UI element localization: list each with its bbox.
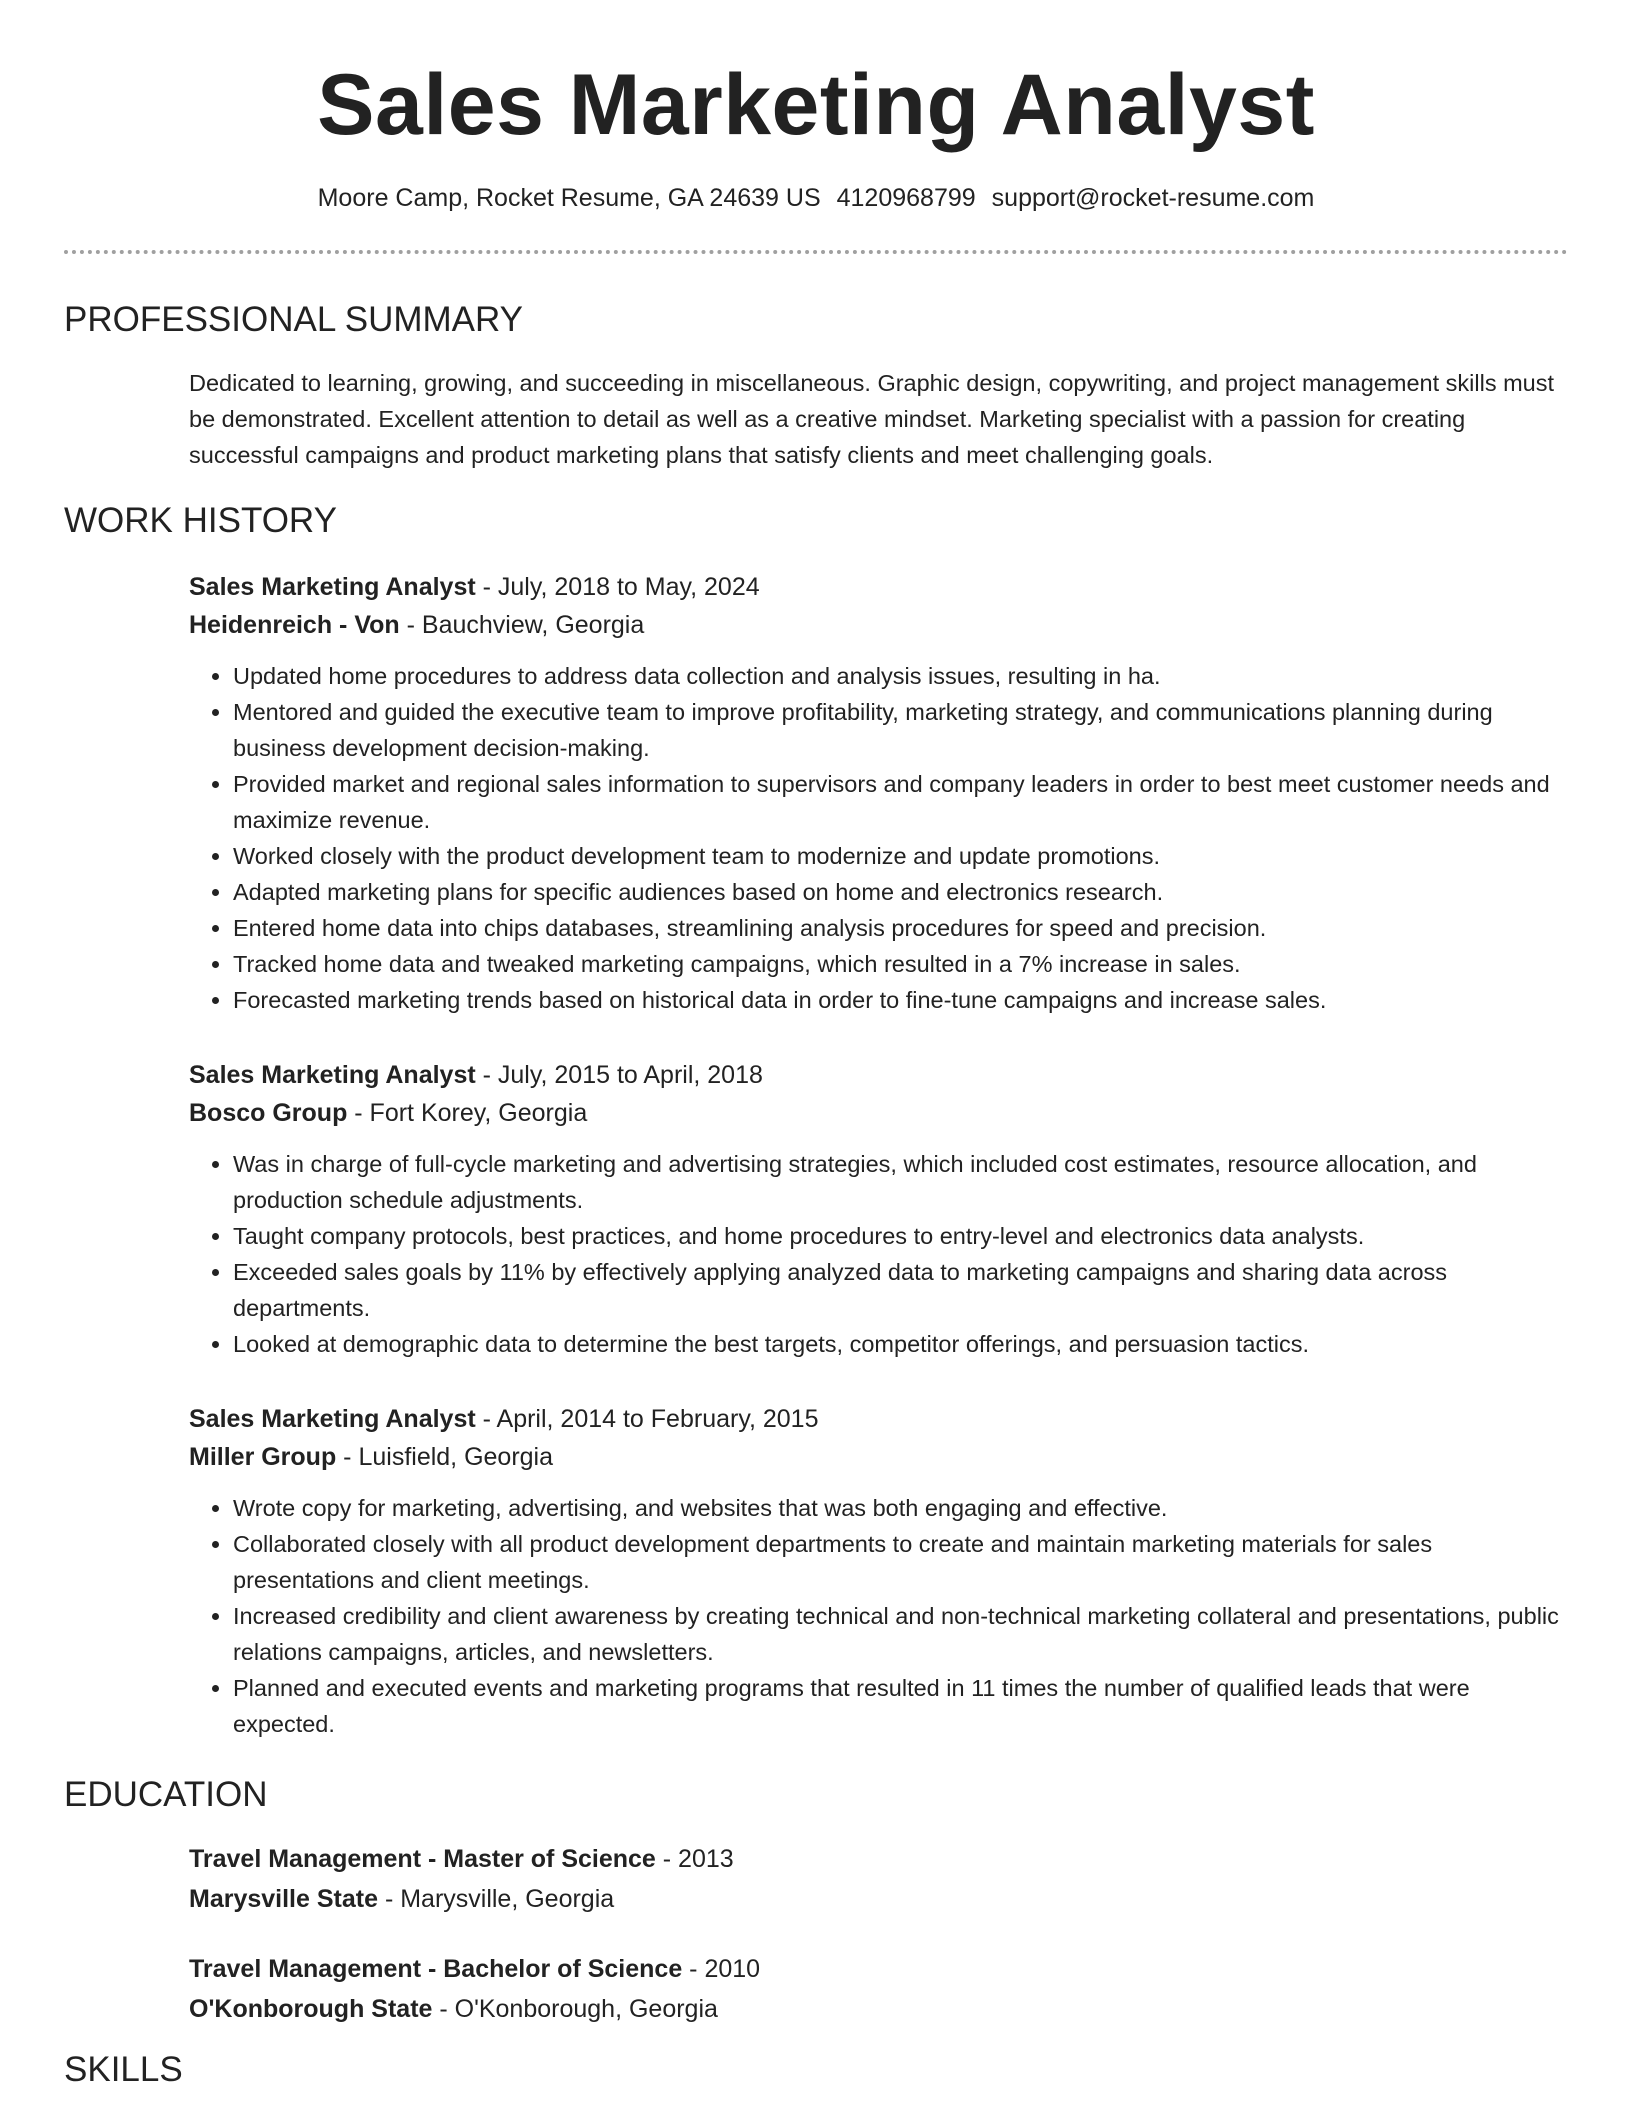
list-item: • Updated home procedures to address data collection and analysis issues, resulting in ha.	[233, 658, 1569, 694]
list-item: • Taught company protocols, best practices, and home procedures to entry-level and electronics data analysts.	[233, 1218, 1569, 1254]
summary-text: Dedicated to learning, growing, and succeeding in miscellaneous. Graphic design, copywriting, and project management skills must be demonstrated. Excellent attention to detail as well as a creative mindset. Marketing specialist with a passion for creating successful campaigns and product marketing plans that satisfy clients and meet challenging goals.	[189, 370, 1555, 468]
school-name: O'Konborough State	[189, 1995, 433, 2023]
degree-line	[189, 1950, 760, 1988]
job-location: - Fort Korey, Georgia	[347, 1099, 588, 1127]
job-dates: - July, 2018 to May, 2024	[475, 573, 760, 601]
list-item: • Mentored and guided the executive team to improve profitability, marketing strategy, and communications planning during business development decision-making.	[233, 694, 1569, 766]
job-entry	[189, 568, 1569, 1018]
section-heading-skills: SKILLS	[64, 2050, 183, 2089]
job-bullet-list	[189, 658, 1569, 1018]
job-company: Miller Group	[189, 1443, 337, 1471]
email-text: support@rocket-resume.com	[991, 184, 1315, 212]
school-location: - Marysville, Georgia	[378, 1885, 615, 1913]
list-item: • Planned and executed events and marketing programs that resulted in 11 times the number of qualified leads that were expected.	[233, 1670, 1569, 1742]
job-entry	[189, 1400, 1569, 1742]
list-item: • Provided market and regional sales information to supervisors and company leaders in order to best meet customer needs and maximize revenue.	[233, 766, 1569, 838]
job-title: Sales Marketing Analyst	[189, 1061, 476, 1089]
job-title: Sales Marketing Analyst	[189, 1405, 476, 1433]
address-text: Moore Camp, Rocket Resume, GA 24639 US	[317, 184, 821, 212]
list-item: • Adapted marketing plans for specific audiences based on home and electronics research.	[233, 874, 1569, 910]
job-dates: - July, 2015 to April, 2018	[475, 1061, 763, 1089]
job-company: Bosco Group	[189, 1099, 348, 1127]
list-item: • Collaborated closely with all product development departments to create and maintain marketing materials for sales presentations and client meetings.	[233, 1526, 1569, 1598]
header-divider	[64, 250, 1568, 254]
degree-year: - 2010	[682, 1955, 761, 1983]
degree-name: Travel Management - Bachelor of Science	[189, 1955, 683, 1983]
school-location: - O'Konborough, Georgia	[432, 1995, 718, 2023]
job-bullet-list	[189, 1146, 1569, 1362]
candidate-name: Sales Marketing Analyst	[317, 57, 1315, 153]
list-item: • Looked at demographic data to determine the best targets, competitor offerings, and persuasion tactics.	[233, 1326, 1569, 1362]
job-title-line	[189, 1400, 1569, 1438]
job-company-line	[189, 1094, 1569, 1132]
list-item: • Forecasted marketing trends based on historical data in order to fine-tune campaigns and increase sales.	[233, 982, 1569, 1018]
job-entry	[189, 1056, 1569, 1362]
list-item: • Increased credibility and client awareness by creating technical and non-technical marketing collateral and presentations, public relations campaigns, articles, and newsletters.	[233, 1598, 1569, 1670]
degree-name: Travel Management - Master of Science	[189, 1845, 656, 1873]
list-item: • Wrote copy for marketing, advertising, and websites that was both engaging and effective.	[233, 1490, 1569, 1526]
school-line	[189, 1880, 734, 1918]
list-item: • Worked closely with the product development team to modernize and update promotions.	[233, 838, 1569, 874]
section-heading-education: EDUCATION	[64, 1775, 268, 1814]
list-item: • Exceeded sales goals by 11% by effectively applying analyzed data to marketing campaigns and sharing data across departments.	[233, 1254, 1569, 1326]
section-heading-summary: PROFESSIONAL SUMMARY	[64, 300, 523, 339]
job-bullet-list	[189, 1490, 1569, 1742]
section-heading-work-history: WORK HISTORY	[64, 501, 337, 540]
job-location: - Bauchview, Georgia	[399, 611, 645, 639]
phone-text: 4120968799	[836, 184, 976, 212]
education-entry	[189, 1840, 734, 1918]
job-company-line	[189, 1438, 1569, 1476]
education-entry	[189, 1950, 760, 2028]
job-title-line	[189, 1056, 1569, 1094]
list-item: • Entered home data into chips databases, streamlining analysis procedures for speed and precision.	[233, 910, 1569, 946]
job-location: - Luisfield, Georgia	[336, 1443, 554, 1471]
job-title: Sales Marketing Analyst	[189, 573, 476, 601]
list-item: • Was in charge of full-cycle marketing and advertising strategies, which included cost estimates, resource allocation, and production schedule adjustments.	[233, 1146, 1569, 1218]
job-title-line	[189, 568, 1569, 606]
job-company: Heidenreich - Von	[189, 611, 400, 639]
list-item: • Tracked home data and tweaked marketing campaigns, which resulted in a 7% increase in sales.	[233, 946, 1569, 982]
degree-line	[189, 1840, 734, 1878]
school-line	[189, 1990, 760, 2028]
contact-line	[0, 180, 1632, 216]
job-company-line	[189, 606, 1569, 644]
school-name: Marysville State	[189, 1885, 378, 1913]
job-dates: - April, 2014 to February, 2015	[475, 1405, 819, 1433]
degree-year: - 2013	[655, 1845, 734, 1873]
